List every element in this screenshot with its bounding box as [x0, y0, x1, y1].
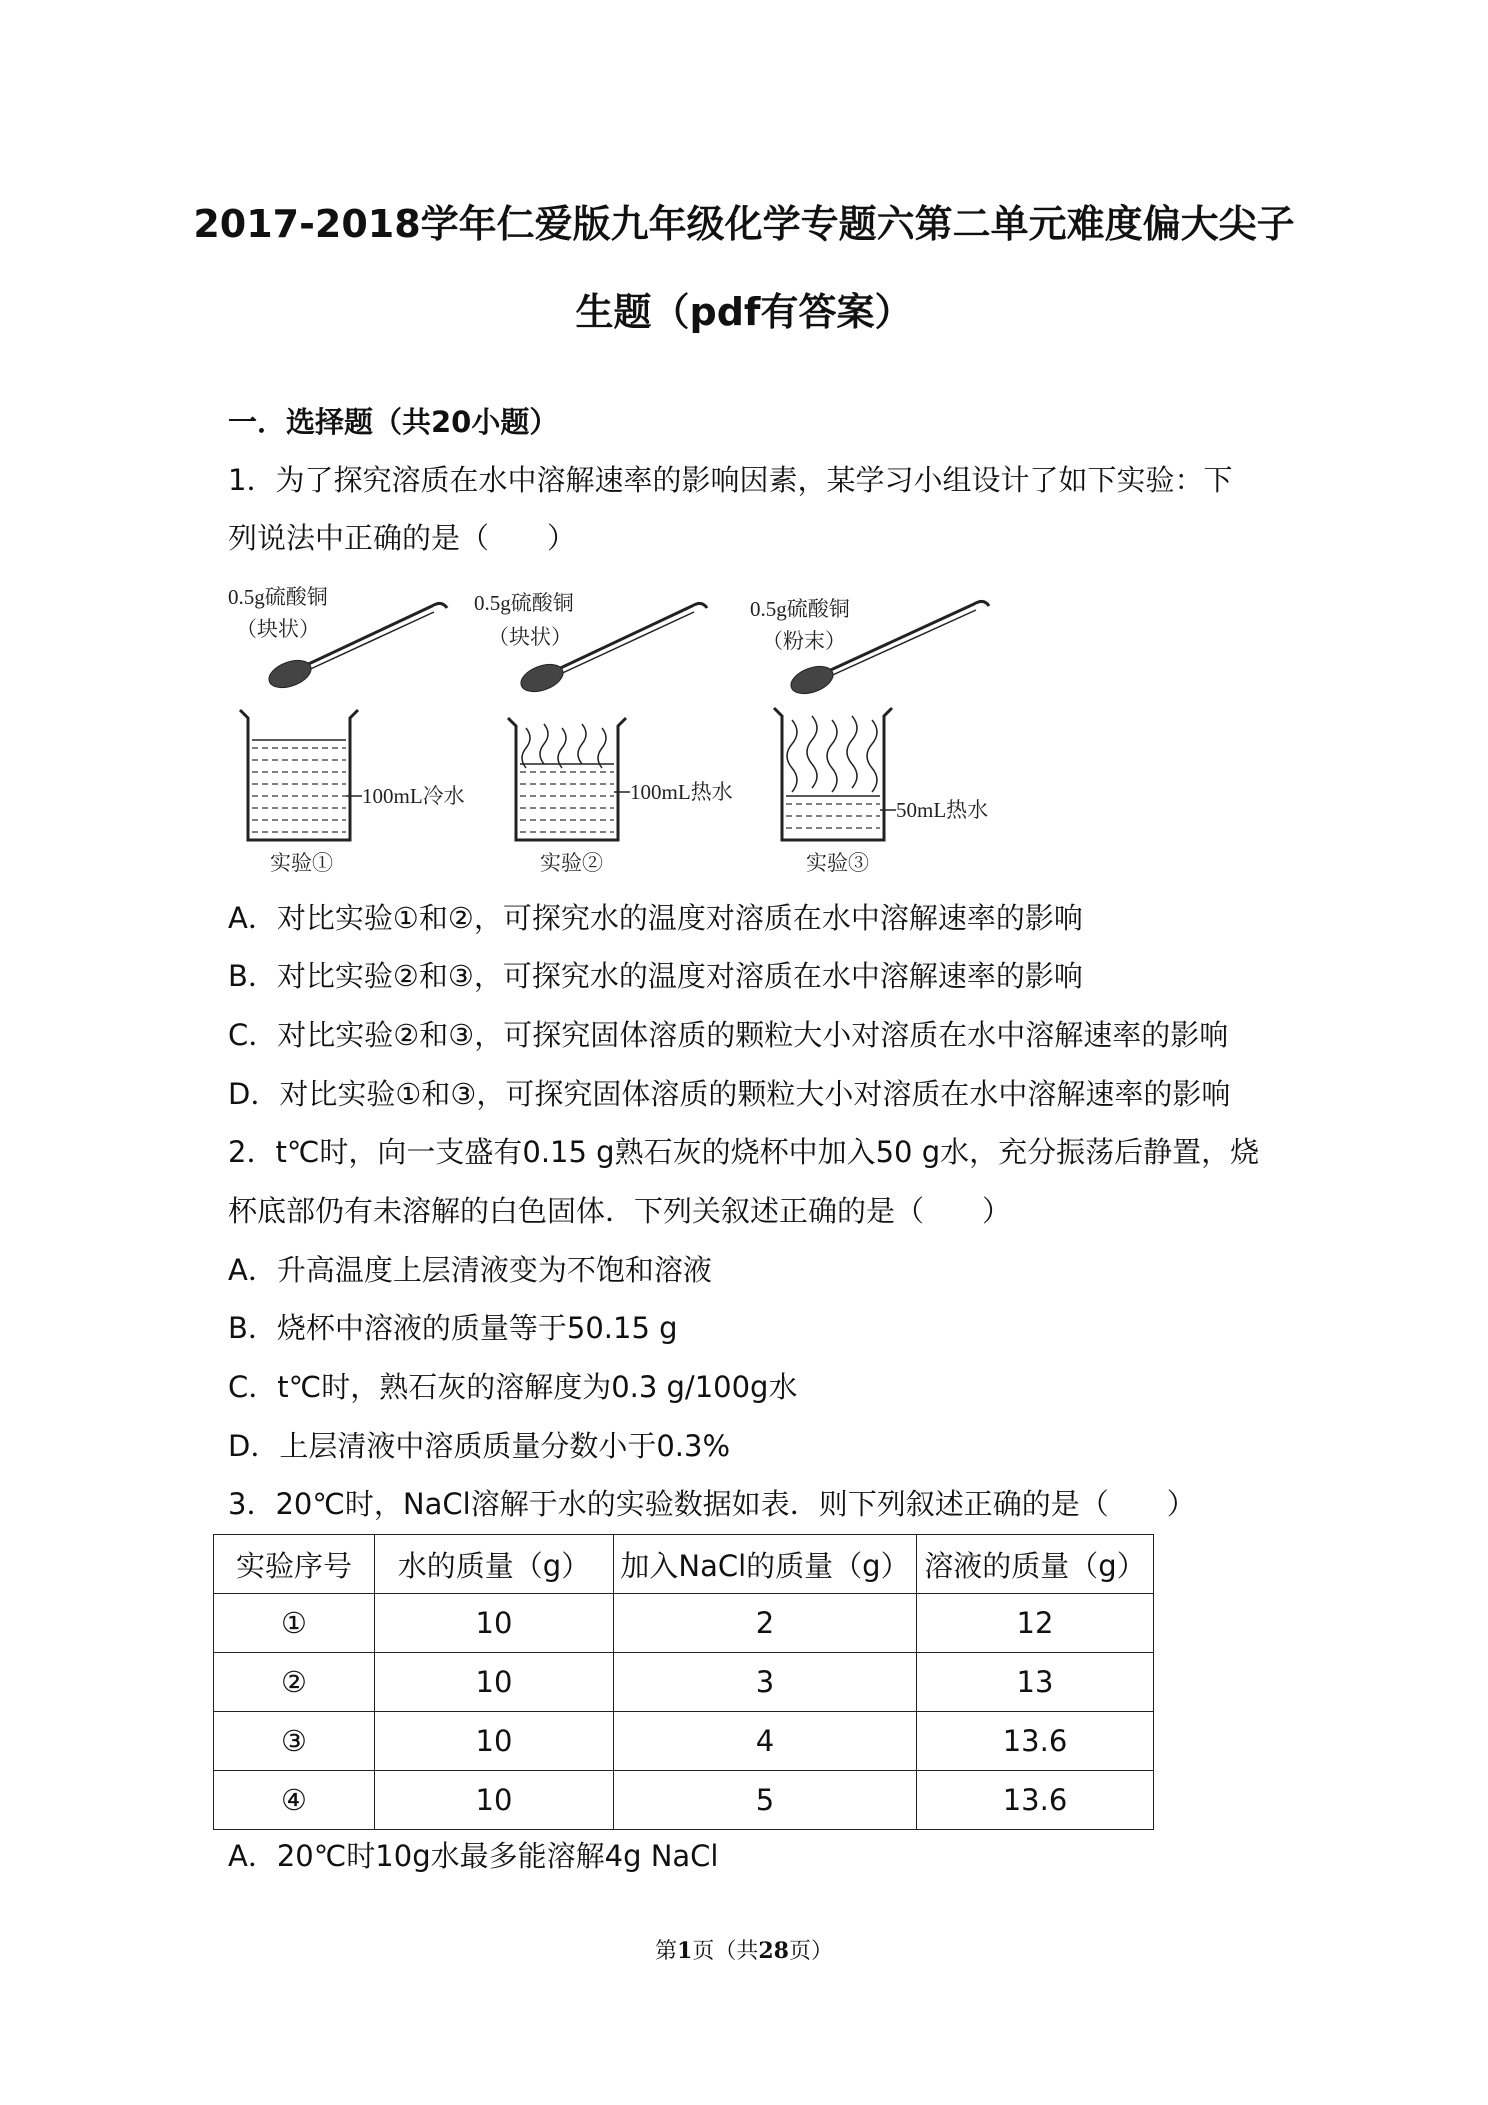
table-cell: ② — [214, 1653, 375, 1712]
exp3-caption: 实验③ — [806, 851, 869, 875]
footer-middle: 页（共 — [692, 1939, 759, 1964]
table-row — [214, 1771, 1154, 1830]
exp2-spoon-label-2: （块状） — [488, 625, 572, 649]
table-header-row — [214, 1535, 1154, 1594]
table-cell: 10 — [375, 1653, 614, 1712]
exp1-water-label: 100mL冷水 — [362, 784, 465, 808]
q2-stem-line-2: 杯底部仍有未溶解的白色固体．下列关叙述正确的是（ ） — [228, 1194, 1012, 1228]
table-cell: 12 — [917, 1594, 1154, 1653]
q1-option-c: C．对比实验②和③，可探究固体溶质的颗粒大小对溶质在水中溶解速率的影响 — [228, 1018, 1229, 1052]
exp1-spoon-label-2: （块状） — [236, 617, 320, 641]
footer-prefix: 第 — [655, 1939, 678, 1964]
q1-stem-line-2: 列说法中正确的是（ ） — [228, 521, 577, 555]
table-header-cell: 实验序号 — [214, 1535, 375, 1594]
exp2-caption: 实验② — [540, 851, 603, 875]
exp2-beaker-icon — [508, 718, 630, 840]
exp2-spoon-icon — [517, 603, 707, 696]
table-cell: 4 — [614, 1712, 917, 1771]
table-header-cell: 加入NaCl的质量（g） — [614, 1535, 917, 1594]
table-cell: 10 — [375, 1712, 614, 1771]
table-row — [214, 1653, 1154, 1712]
table-cell: ④ — [214, 1771, 375, 1830]
table-cell: ① — [214, 1594, 375, 1653]
exp2-water-label: 100mL热水 — [630, 780, 733, 804]
document-title — [150, 180, 1338, 356]
exp3-spoon-label-1: 0.5g硫酸铜 — [750, 597, 850, 621]
exp3-beaker-icon — [774, 708, 896, 840]
q1-experiment-figure — [222, 578, 1022, 878]
q3-option-a: A．20℃时10g水最多能溶解4g NaCl — [228, 1839, 719, 1873]
exp1-spoon-label-1: 0.5g硫酸铜 — [228, 585, 328, 609]
q2-option-a: A．升高温度上层清液变为不饱和溶液 — [228, 1253, 712, 1287]
page-footer — [0, 1934, 1488, 1965]
exp1-beaker-icon — [240, 710, 362, 840]
experiment-1 — [228, 585, 465, 875]
table-cell: 13 — [917, 1653, 1154, 1712]
table-cell: 10 — [375, 1771, 614, 1830]
footer-page-number: 1 — [677, 1938, 693, 1964]
q1-option-d: D．对比实验①和③，可探究固体溶质的颗粒大小对溶质在水中溶解速率的影响 — [228, 1077, 1231, 1111]
q1-stem-line-1: 1．为了探究溶质在水中溶解速率的影响因素，某学习小组设计了如下实验：下 — [228, 463, 1233, 497]
exp3-spoon-label-2: （粉末） — [762, 629, 846, 653]
table-cell: 5 — [614, 1771, 917, 1830]
table-row — [214, 1594, 1154, 1653]
q2-option-b: B．烧杯中溶液的质量等于50.15 g — [228, 1311, 678, 1345]
table-cell: 13.6 — [917, 1771, 1154, 1830]
table-cell: 3 — [614, 1653, 917, 1712]
q3-stem: 3．20℃时，NaCl溶解于水的实验数据如表．则下列叙述正确的是（ ） — [228, 1487, 1196, 1521]
q1-option-a: A．对比实验①和②，可探究水的温度对溶质在水中溶解速率的影响 — [228, 901, 1083, 935]
table-row — [214, 1712, 1154, 1771]
table-cell: 13.6 — [917, 1712, 1154, 1771]
exp2-spoon-label-1: 0.5g硫酸铜 — [474, 591, 574, 615]
exp3-water-label: 50mL热水 — [896, 798, 989, 822]
q2-stem-line-1: 2．t℃时，向一支盛有0.15 g熟石灰的烧杯中加入50 g水，充分振荡后静置，烧 — [228, 1135, 1260, 1169]
q1-option-b: B．对比实验②和③，可探究水的温度对溶质在水中溶解速率的影响 — [228, 959, 1083, 993]
q3-data-table — [213, 1534, 1154, 1830]
exp1-caption: 实验① — [270, 851, 333, 875]
experiment-3 — [750, 597, 989, 875]
table-cell: ③ — [214, 1712, 375, 1771]
title-line-1: 2017-2018学年仁爱版九年级化学专题六第二单元难度偏大尖子 — [193, 202, 1295, 246]
q2-option-c: C．t℃时，熟石灰的溶解度为0.3 g/100g水 — [228, 1370, 798, 1404]
table-cell: 2 — [614, 1594, 917, 1653]
section-heading: 一．选择题（共20小题） — [228, 405, 559, 439]
experiment-2 — [474, 591, 733, 875]
table-cell: 10 — [375, 1594, 614, 1653]
q2-option-d: D．上层清液中溶质质量分数小于0.3% — [228, 1429, 731, 1463]
footer-page-total: 28 — [758, 1938, 789, 1964]
footer-suffix: 页） — [788, 1939, 833, 1964]
table-header-cell: 溶液的质量（g） — [917, 1535, 1154, 1594]
title-line-2: 生题（pdf有答案） — [575, 290, 913, 334]
table-header-cell: 水的质量（g） — [375, 1535, 614, 1594]
